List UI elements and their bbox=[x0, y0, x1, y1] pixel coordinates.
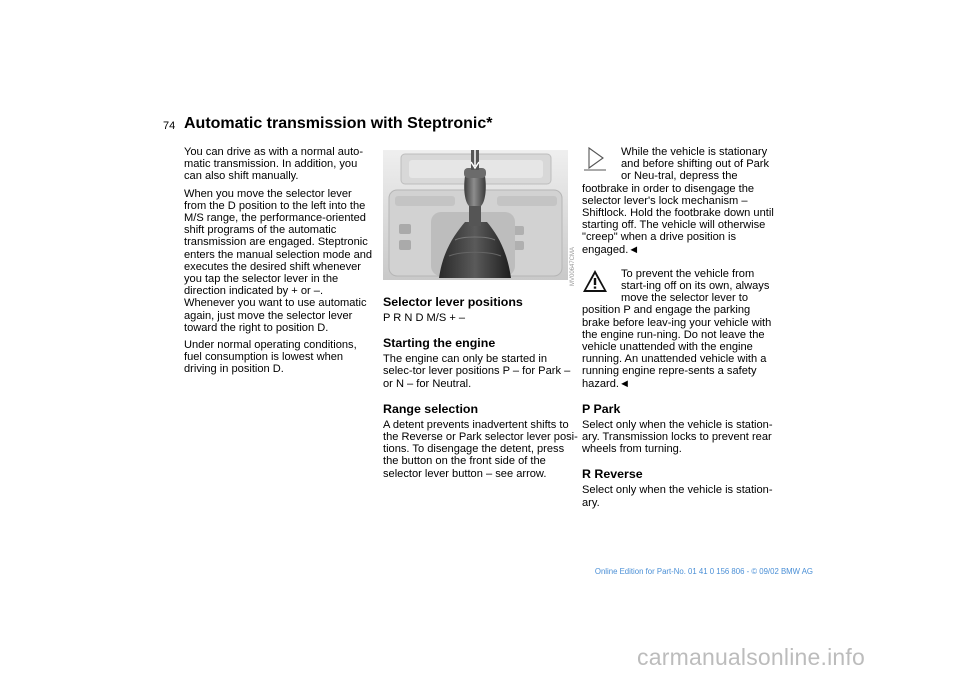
intro-column bbox=[184, 146, 376, 381]
section-text: Select only when the vehicle is station-ary. bbox=[582, 484, 773, 509]
page-number: 74 bbox=[163, 120, 176, 132]
section-heading: Range selection bbox=[383, 401, 479, 416]
page-title: Automatic transmission with Steptronic* bbox=[184, 115, 493, 132]
starting-engine-section bbox=[383, 336, 579, 390]
section-text: Select only when the vehicle is station-ary. Transmission locks to prevent rear wheels from turning. bbox=[582, 418, 773, 456]
intro-paragraph: When you move the selector lever from the D position to the left into the M/S range, the performance-oriented shift programs of the automatic transmission are engaged. Steptronic enters the manual selection mode and executes the desired shift whenever you tap the selector lever in the direction indicated by + or –. Whenever you want to use automatic again, just move the selector lever toward the right to position D. bbox=[184, 187, 373, 334]
figure-code: MV00647CMA bbox=[570, 246, 576, 286]
selector-column bbox=[383, 295, 579, 492]
warning-icon bbox=[582, 268, 608, 294]
selector-positions-section bbox=[383, 295, 579, 324]
section-text: A detent prevents inadvertent shifts to the Reverse or Park selector lever posi-tions. To disengage the detent, press the button on the front side of the selector lever button – see arrow. bbox=[383, 418, 578, 480]
section-heading: Starting the engine bbox=[383, 336, 496, 351]
park-section bbox=[582, 402, 778, 456]
section-heading: P Park bbox=[582, 401, 621, 416]
section-text: P R N D M/S + – bbox=[383, 312, 466, 324]
note-triangle-icon bbox=[582, 146, 608, 172]
note-text: While the vehicle is stationary and before shifting out of Park or Neu-tral, depress the footbrake in order to disengage the selector lever's lock mechanism – Shiftlock. Hold the footbrake down until starting off. The vehicle will otherwise "creep" when a drive position is engaged.◄ bbox=[582, 146, 774, 256]
reverse-section bbox=[582, 467, 778, 508]
shiftlock-note bbox=[582, 146, 778, 256]
section-heading: R Reverse bbox=[582, 467, 643, 482]
range-selection-section bbox=[383, 402, 579, 480]
notes-column bbox=[582, 146, 778, 521]
section-heading: Selector lever positions bbox=[383, 295, 523, 309]
selector-lever-photo bbox=[383, 150, 568, 280]
intro-paragraph: You can drive as with a normal auto-matic transmission. In addition, you can also shift manually. bbox=[184, 146, 364, 183]
warning-text: To prevent the vehicle from start-ing off on its own, always move the selector lever to position P and engage the parking brake before leav-ing your vehicle with the engine run-ning. Do not leave the vehicle unattended with the engine running. An unattended vehicle with a running engine repre-sents a safety hazard.◄ bbox=[582, 267, 772, 390]
intro-paragraph: Under normal operating conditions, fuel consumption is lowest when driving in position D. bbox=[184, 339, 357, 376]
watermark: carmanualsonline.info bbox=[637, 644, 865, 670]
footer-edition: Online Edition for Part-No. 01 41 0 156 806 - © 09/02 BMW AG bbox=[594, 567, 813, 576]
safety-warning bbox=[582, 268, 778, 390]
section-text: The engine can only be started in selec-tor lever positions P – for Park – or N – for Neutral. bbox=[383, 353, 571, 390]
